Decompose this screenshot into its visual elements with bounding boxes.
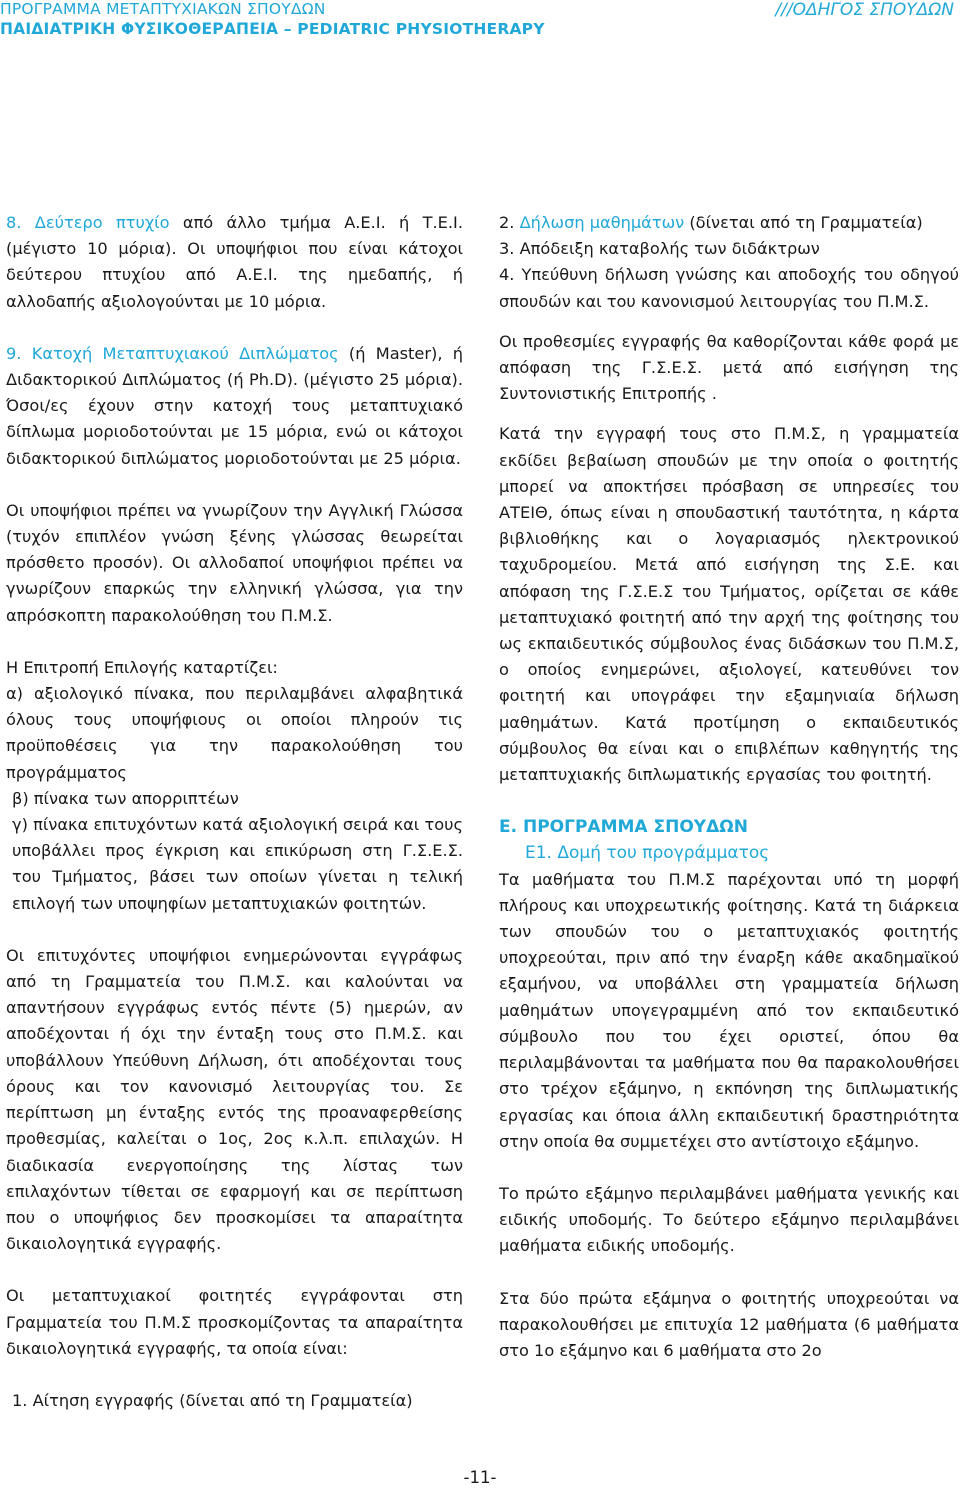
secretariat-paragraph: Κατά την εγγραφή τους στο Π.Μ.Σ, η γραμματεία εκδίδει βεβαίωση σπουδών με την οποία ο φοιτητής μπορεί να αποκτήσει πρόσβαση σε υπηρεσίες του ΑΤΕΙΘ, όπως είναι η σπουδαστική ταυτότητα, η κάρτα βιβλιοθήκης και ο λογαριασμός ηλεκτρονικού ταχυδρομείου. Μετά από εισήγηση της Σ.Ε. και απόφαση της Γ.Σ.Ε.Σ του Τμήματος, ορίζεται σε κάθε μεταπτυχιακό φοιτητή από την αρχή της φοίτησης του ως εκπαιδευτικός σύμβουλος ένας διδάσκων του Π.Μ.Σ, ο οποίος ενημερώνει, αξιολογεί, κατευθύνει τον φοιτητή και υπογράφει την εξαμηνιαία δήλωση μαθημάτων. Κατά προτίμηση ο εκπαιδευτικός σύμβουλος θα είναι και ο επιβλέπων καθηγητής της μεταπτυχιακής διπλωματικής εργασίας του φοιτητή.	[499, 424, 959, 785]
document-header	[0, 0, 545, 40]
criterion-8-label: 8. Δεύτερο πτυχίο	[6, 213, 170, 232]
program-subtitle: ΠΑΙΔΙΑΤΡΙΚΗ ΦΥΣΙΚΟΘΕΡΑΠΕΙΑ – PEDIATRIC PHYSIOTHERAPY	[0, 20, 545, 38]
required-document-2: 2. Δήλωση μαθημάτων (δίνεται από τη Γραμματεία)	[499, 213, 923, 232]
language-requirement-paragraph: Οι υποψήφιοι πρέπει να γνωρίζουν την Αγγλική Γλώσσα (τυχόν επιπλέον γνώση ξένης γλώσσας θεωρείται πρόσθετο προσόν). Οι αλλοδαποί υποψήφιοι πρέπει να γνωρίζουν επαρκώς την ελληνική γλώσσα, για την απρόσκοπτη παρακολούθηση του Π.Μ.Σ.	[6, 500, 463, 625]
subsection-title: Ε1. Δομή του προγράμματος	[525, 843, 770, 864]
page-number: -11-	[463, 1468, 497, 1487]
criterion-9	[6, 341, 463, 472]
program-title: ΠΡΟΓΡΑΜΜΑ ΜΕΤΑΠΤΥΧΙΑΚΩΝ ΣΠΟΥΔΩΝ	[0, 0, 326, 18]
section-title: Ε. ΠΡΟΓΡΑΜΜΑ ΣΠΟΥΔΩΝ	[499, 817, 748, 838]
committee-item-b: β) πίνακα των απορριπτέων	[12, 788, 239, 808]
study-guide-label: ///ΟΔΗΓΟΣ ΣΠΟΥΔΩΝ	[775, 0, 954, 20]
criterion-9-label: 9. Κατοχή Μεταπτυχιακού Διπλώματος	[6, 343, 339, 363]
left-column	[6, 210, 463, 1414]
criterion-9-text: (ή Master), ή Διδακτορικού Διπλώματος (ή Ph.D). (μέγιστο 25 μόρια). Όσοι/ες έχουν στην κατοχή τους μεταπτυχιακό δίπλωμα μοριοδοτούνται με 15 μόρια, ενώ οι κάτοχοι διδακτορικού διπλώματος μοριοδοτούνται με 25 μόρια.	[6, 343, 464, 468]
required-document-3: 3. Απόδειξη καταβολής των διδάκτρων	[499, 239, 820, 259]
required-document-4: 4. Υπεύθυνη δήλωση γνώσης και αποδοχής του οδηγού σπουδών και του κανονισμού λειτουργίας του Π.Μ.Σ.	[499, 265, 959, 311]
registration-paragraph: Οι μεταπτυχιακοί φοιτητές εγγράφονται στη Γραμματεία του Π.Μ.Σ προσκομίζοντας τα απαραίτητα δικαιολογητικά εγγραφής, τα οποία είναι:	[6, 1286, 463, 1358]
first-semester-paragraph: Το πρώτο εξάμηνο περιλαμβάνει μαθήματα γενικής και ειδικής υποδομής. Το δεύτερο εξάμηνο περιλαμβάνει μαθήματα ειδικής υποδομής.	[499, 1183, 959, 1256]
deadlines-paragraph: Οι προθεσμίες εγγραφής θα καθορίζονται κάθε φορά με απόφαση της Γ.Σ.Ε.Σ. μετά από εισήγηση της Συντονιστικής Επιτροπής .	[499, 331, 959, 404]
two-semesters-paragraph: Στα δύο πρώτα εξάμηνα ο φοιτητής υποχρεούται να παρακολουθήσει με επιτυχία 12 μαθήματα (6 μαθήματα στο 1ο εξάμηνο και 6 μαθήματα στο 2ο	[499, 1288, 959, 1360]
committee-item-c: γ) πίνακα επιτυχόντων κατά αξιολογική σειρά και τους υποβάλλει προς έγκριση και επικύρωση στη Γ.Σ.Ε.Σ. του Τμήματος, βάσει των οποίων γίνεται η τελική επιλογή των υποψηφίων μεταπτυχιακών φοιτητών.	[12, 815, 463, 913]
committee-item-a: α) αξιολογικό πίνακα, που περιλαμβάνει αλφαβητικά όλους τους υποψήφιους οι οποίοι πληρούν τις προϋποθέσεις για την παρακολούθηση του προγράμματος	[6, 684, 463, 782]
right-column	[499, 210, 959, 1364]
required-document-1: 1. Αίτηση εγγραφής (δίνεται από τη Γραμματεία)	[12, 1390, 413, 1410]
criterion-8-text: από άλλο τμήμα Α.Ε.Ι. ή Τ.Ε.Ι. (μέγιστο 10 μόρια). Οι υποψήφιοι που είναι κάτοχοι δεύτερου πτυχίου από Α.Ε.Ι. της ημεδαπής, ή αλλοδαπής αξιολογούνται με 10 μόρια.	[6, 213, 463, 311]
structure-paragraph: Τα μαθήματα του Π.Μ.Σ παρέχονται υπό τη μορφή πλήρους και υποχρεωτικής φοίτησης. Κατά τη διάρκεια των σπουδών του ο μεταπτυχιακός φοιτητής υποχρεούται, πριν από την έναρξη κάθε ακαδημαϊκού εξαμήνου, να υποβάλλει στη γραμματεία δήλωση μαθημάτων υπογεγραμμένη από τον εκπαιδευτικό σύμβουλο που του έχει οριστεί, όπου θα περιλαμβάνονται τα μαθήματα που θα παρακολουθήσει στο τρέχον εξάμηνο, η εκπόνηση της διπλωματικής εργασίας και όποια άλλη εκπαιδευτική δραστηριότητα στην οποία θα συμμετέχει στο αντίστοιχο εξάμηνο.	[499, 869, 959, 1151]
course-declaration-label: Δήλωση μαθημάτων	[519, 213, 685, 232]
successful-candidates-paragraph: Οι επιτυχόντες υποψήφιοι ενημερώνονται εγγράφως από τη Γραμματεία του Π.Μ.Σ. και καλούνται να απαντήσουν εγγράφως εντός πέντε (5) ημερών, αν αποδέχονται ή όχι την ένταξη τους στο Π.Μ.Σ. και υποβάλλουν Υπεύθυνη Δήλωση, ότι αποδέχονται τους όρους και τον κανονισμό λειτουργίας του. Σε περίπτωση μη ένταξης εντός της προαναφερθείσης προθεσμίας, καλείται ο 1ος, 2ος κ.λ.π. επιλαχών. Η διαδικασία ενεργοποίησης της λίστας των επιλαχόντων τίθεται σε εφαρμογή και σε περίπτωση που ο υποψήφιος δεν προσκομίσει τα απαραίτητα δικαιολογητικά εγγραφής.	[6, 945, 463, 1254]
criterion-8	[6, 210, 463, 315]
committee-intro: Η Επιτροπή Επιλογής καταρτίζει:	[6, 657, 278, 677]
